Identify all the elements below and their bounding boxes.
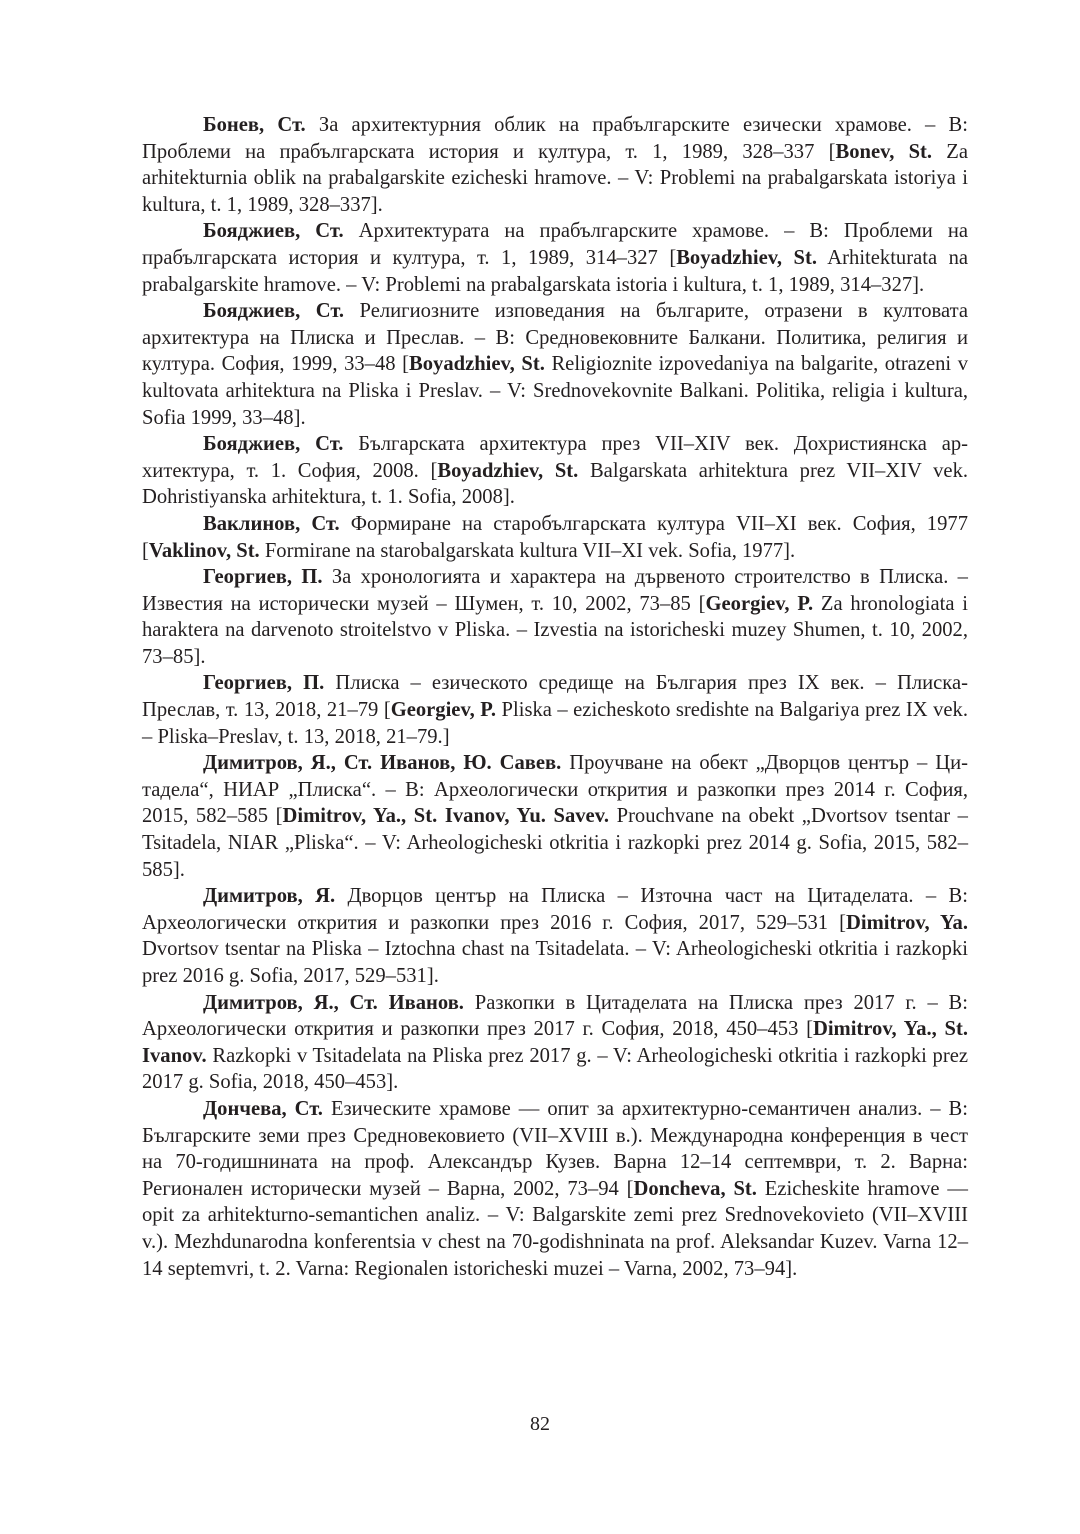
entry-translit-text: Dvortsov tsentar na Pliska – Iztochna chast na Tsitadelata. – V: Arheologicheski otkritia i razkopki prez 2016 g. Sofia, 2017, 529–531]. xyxy=(142,938,968,987)
entry-translit-author: Boyadzhiev, St. xyxy=(676,246,817,269)
entry-translit-text: Formirane na starobalgarskata kultura VII–XI vek. Sofia, 1977]. xyxy=(259,539,796,562)
entry-author: Ваклинов, Ст. xyxy=(203,512,340,535)
entry-translit-text: Ezicheskite hramove — opit za arhitekturno-semantichen analiz. – V: Balgarskite zemi prez Srednovekovieto (VII–XVIII v.). Mezhdunarodna konferentsia v chest na 70-godishninata na prof. Aleksandar Kuzev. Varna 12–14 septemvri, t. 2. Varna: Regionalen istoricheski muzei – Varna, 2002, 73–94]. xyxy=(142,1177,968,1280)
entry-text: Архитектурата на прабългарските храмове. – В: Проблеми на прабългарската история и култура, т. 1, 1989, 314–327 [ xyxy=(142,220,968,269)
bibliography-list xyxy=(142,112,968,1282)
bibliography-entry xyxy=(142,750,968,883)
entry-translit-author: Doncheva, St. xyxy=(633,1177,757,1200)
entry-translit-author: Bonev, St. xyxy=(835,140,933,163)
entry-text: Разкопки в Цитаделата на Плиска през 2017 г. – В: Археологически открития и разкопки през 2017 г. София, 2018, 450–453 [ xyxy=(142,991,968,1041)
bibliography-entry xyxy=(142,511,968,564)
entry-text: За хронологията и характера на дървеното строителство в Плиска. – Известия на исторически музей – Шумен, т. 10, 2002, 73–85 [ xyxy=(142,566,968,615)
entry-translit-author: Boyadzhiev, St. xyxy=(437,459,579,482)
entry-author: Бонев, Ст. xyxy=(203,114,306,136)
entry-text: Проучване на обект „Дворцов център – Цитадела“, НИАР „Плиска“. – В: Археологически открития и разкопки през 2014 г. София, 2015, 582–585 [ xyxy=(142,752,969,828)
entry-author: Димитров, Я., Ст. Иванов. xyxy=(203,991,464,1014)
entry-translit-author: Georgiev, P. xyxy=(390,699,497,722)
entry-text: За архитектурния облик на прабългарските езически храмове. – В: Проблеми на прабългарската история и култура, т. 1, 1989, 328–337 [ xyxy=(142,114,968,163)
entry-text: Дворцов център на Плиска – Източна част на Цитаделата. – В: Археологически открития и разкопки през 2016 г. София, 2017, 529–531 [ xyxy=(142,885,968,934)
bibliography-entry xyxy=(142,990,968,1096)
entry-author: Бояджиев, Ст. xyxy=(203,220,344,243)
page-number: 82 xyxy=(530,1413,550,1435)
entry-translit-text: Religioznite izpovedaniya na balgarite, otrazeni v kultovata arhitektura na Pliska i Preslav. – V: Srednovekovnite Balkani. Politika, religia i kultura, Sofia 1999, 33–48]. xyxy=(142,353,968,429)
entry-author: Димитров, Я. xyxy=(203,885,336,908)
entry-author: Бояджиев, Ст. xyxy=(203,433,344,456)
entry-translit-text: Za arhitekturnia oblik na prabalgarskite ezicheski hramove. – V: Problemi na prabalgarskata istoriya i kultura, t. 1, 1989, 328–337]. xyxy=(142,140,969,216)
bibliography-entry xyxy=(142,564,968,670)
entry-text: Плиска – езическото средище на България през IX век. – Плиска-Преслав, т. 13, 2018, 21–79 [ xyxy=(142,672,968,722)
bibliography-entry xyxy=(142,670,968,750)
entry-author: Георгиев, П. xyxy=(203,672,325,695)
entry-author: Георгиев, П. xyxy=(203,566,323,589)
entry-translit-author: Vaklinov, St. xyxy=(148,539,260,562)
entry-translit-author: Dimitrov, Ya., St. Ivanov, Yu. Savev. xyxy=(282,805,610,828)
entry-text: Религиозните изповедания на българите, отразени в култовата архитектура на Плиска и Преслав. – В: Средновековните Балкани. Политика, религия и култура. София, 1999, 33–48 [ xyxy=(142,300,968,376)
entry-author: Бояджиев, Ст. xyxy=(203,300,345,323)
entry-translit-text: Prouchvane na obekt „Dvortsov tsentar – Tsitadela, NIAR „Pliska“. – V: Arheologicheski otkritia i razkopki prez 2014 g. Sofia, 2015, 582–585]. xyxy=(142,805,968,881)
entry-translit-text: Pliska – ezicheskoto sredishte na Balgariya prez IX vek. – Pliska–Preslav, t. 13, 2018, 21–79.] xyxy=(142,699,968,748)
entry-translit-text: Arhitekturata na prabalgarskite hramove. – V: Problemi na prabalgarskata istoria i kultura, t. 1, 1989, 314–327]. xyxy=(142,246,969,296)
entry-translit-author: Georgiev, P. xyxy=(705,592,814,615)
bibliography-entry xyxy=(142,431,968,511)
bibliography-entry xyxy=(142,883,968,989)
bibliography-entry xyxy=(142,218,968,298)
entry-author: Димитров, Я., Ст. Иванов, Ю. Савев. xyxy=(203,752,562,775)
entry-text: Формиране на старобългарската култура VII–XI век. София, 1977 [ xyxy=(142,512,968,562)
entry-text: Езическите храмове — опит за архитектурно-семантичен анализ. – В: Българските земи през Средновековието (VII–XVIII в.). Международна конференция в чест на 70-годишнината на проф. Александър Кузев. Варна 12–14 септември, т. 2. Варна: Регионален исторически музей – Варна, 2002, 73–94 [ xyxy=(142,1097,968,1200)
entry-translit-author: Dimitrov, Ya., St. Ivanov. xyxy=(142,1018,968,1067)
entry-translit-author: Boyadzhiev, St. xyxy=(408,353,545,376)
entry-translit-text: Razkopki v Tsitadelata na Pliska prez 2017 g. – V: Arheologicheski otkritia i razkopki prez 2017 g. Sofia, 2018, 450–453]. xyxy=(142,1044,968,1094)
bibliography-entry xyxy=(142,112,968,218)
entry-translit-text: Za hronologiata i haraktera na darvenoto stroitelstvo v Pliska. – Izvestia na istoricheski muzey Shumen, t. 10, 2002, 73–85]. xyxy=(142,592,968,668)
entry-author: Дончева, Ст. xyxy=(203,1097,323,1120)
bibliography-entry xyxy=(142,1096,968,1282)
bibliography-entry xyxy=(142,298,968,431)
entry-text: Българската архитектура през VII–XIV век. Дохристиянска архитектура, т. 1. София, 2008. [ xyxy=(142,433,968,482)
entry-translit-author: Dimitrov, Ya. xyxy=(846,911,969,934)
entry-translit-text: Balgarskata arhitektura prez VII–XIV vek. Dohristiyanska arhitektura, t. 1. Sofia, 2008]. xyxy=(142,459,969,509)
